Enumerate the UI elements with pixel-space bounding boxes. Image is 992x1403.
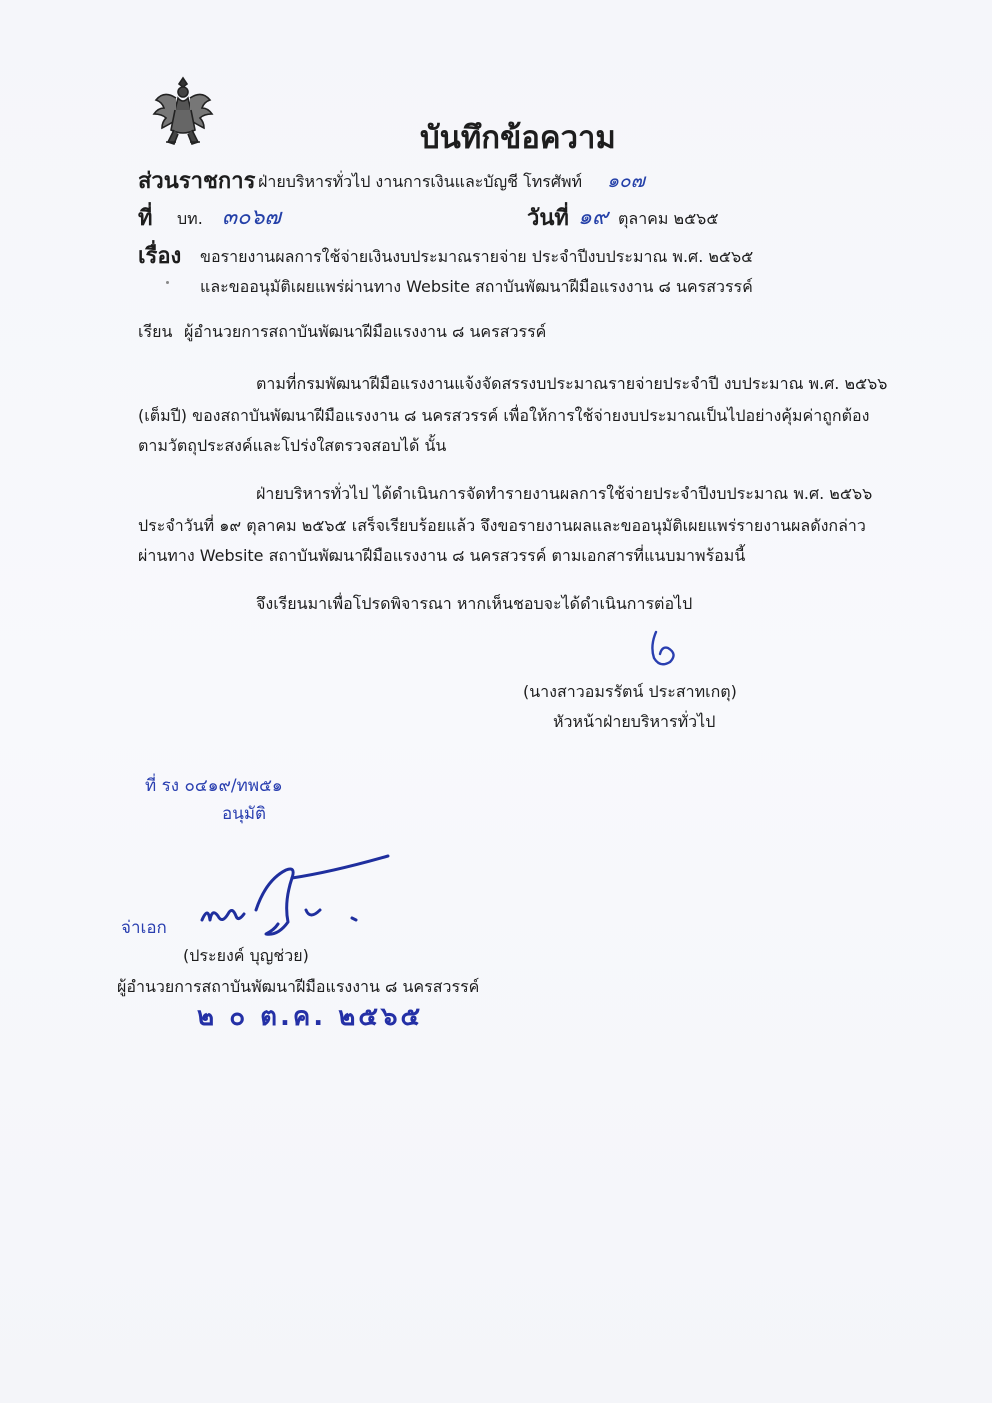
date-label: วันที่ [527,206,569,231]
signer-position: หัวหน้าฝ่ายบริหารทั่วไป [553,712,716,731]
dept-phone: ๑๐๗ [607,170,645,192]
ink-dot [166,281,169,284]
paragraph-2-line-3: ผ่านทาง Website สถาบันพัฒนาฝีมือแรงงาน ๘ นครสวรรค์ ตามเอกสารที่แนบมาพร้อมนี้ [138,546,746,565]
approval-ref-number: ที่ รง ๐๔๑๙/ทพ๕๑ [145,776,283,796]
date-month-year: ตุลาคม ๒๕๖๕ [618,209,719,228]
doc-number-prefix: บท. [177,209,203,228]
paragraph-2-line-1: ฝ่ายบริหารทั่วไป ได้ดำเนินการจัดทำรายงานผลการใช้จ่ายประจำปีงบประมาณ พ.ศ. ๒๕๖๖ [256,484,873,503]
garuda-emblem-icon [148,74,218,148]
dept-value: ฝ่ายบริหารทั่วไป งานการเงินและบัญชี โทรศัพท์ [258,172,583,191]
approver-rank: จ่าเอก [121,918,167,938]
doc-number-handwritten: ๓๐๖๗ [222,205,281,230]
approver-position: ผู้อำนวยการสถาบันพัฒนาฝีมือแรงงาน ๘ นครสวรรค์ [117,977,480,996]
paragraph-1-line-2: (เต็มปี) ของสถาบันพัฒนาฝีมือแรงงาน ๘ นครสวรรค์ เพื่อให้การใช้จ่ายงบประมาณเป็นไปอย่างคุ้มค่าถูกต้อง [138,406,870,425]
date-day-handwritten: ๑๙ [578,205,609,230]
director-signature-icon [196,850,396,950]
approval-status: อนุมัติ [222,804,267,824]
subject-line-1: ขอรายงานผลการใช้จ่ายเงินงบประมาณรายจ่าย ประจำปีงบประมาณ พ.ศ. ๒๕๖๕ [200,247,754,266]
closing-sentence: จึงเรียนมาเพื่อโปรดพิจารณา หากเห็นชอบจะได้ดำเนินการต่อไป [256,594,693,613]
dept-label: ส่วนราชการ [138,169,256,194]
subject-line-2: และขออนุมัติเผยแพร่ผ่านทาง Website สถาบันพัฒนาฝีมือแรงงาน ๘ นครสวรรค์ [200,277,753,296]
doc-number-label: ที่ [138,206,153,231]
head-signature-icon [644,628,684,672]
salutation-label: เรียน [138,322,173,341]
paragraph-1-line-1: ตามที่กรมพัฒนาฝีมือแรงงานแจ้งจัดสรรงบประมาณรายจ่ายประจำปี งบประมาณ พ.ศ. ๒๕๖๖ [256,374,888,393]
subject-label: เรื่อง [138,244,182,269]
memo-title: บันทึกข้อความ [420,120,616,156]
paragraph-1-line-3: ตามวัตถุประสงค์และโปร่งใสตรวจสอบได้ นั้น [138,436,447,455]
approver-name: (ประยงค์ บุญช่วย) [183,946,309,965]
salutation-recipient: ผู้อำนวยการสถาบันพัฒนาฝีมือแรงงาน ๘ นครสวรรค์ [184,322,547,341]
signer-name: (นางสาวอมรรัตน์ ประสาทเกตุ) [523,682,737,701]
approval-date-stamp: ๒ ๐ ต.ค. ๒๕๖๕ [197,1002,424,1032]
paragraph-2-line-2: ประจำวันที่ ๑๙ ตุลาคม ๒๕๖๕ เสร็จเรียบร้อยแล้ว จึงขอรายงานผลและขออนุมัติเผยแพร่รายงานผลดังกล่าว [138,516,866,535]
